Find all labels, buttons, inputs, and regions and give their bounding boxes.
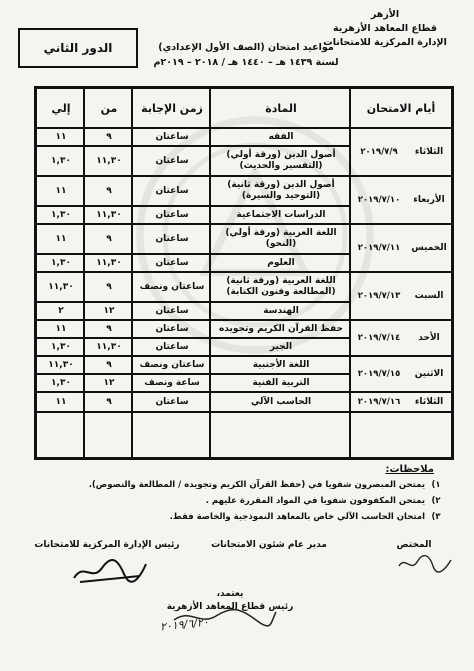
duration-cell: ساعة ونصف [144, 377, 200, 388]
subject-cell: أصول الدين (ورقة ثانية) (التوحيد والسيرة) [227, 180, 335, 201]
specialist-signature [395, 552, 455, 574]
subject-cell: الفقه [268, 131, 294, 142]
from-cell: ١٢ [103, 377, 115, 388]
org-line-3: الإدارة المركزية للامتحانات [323, 37, 447, 48]
note-number: ٢) [431, 496, 441, 506]
to-cell: ١,٣٠ [51, 377, 71, 388]
to-cell: ١١,٣٠ [48, 359, 74, 370]
to-cell: ١,٣٠ [51, 341, 71, 352]
to-cell: ١١ [55, 323, 67, 334]
head-admin-title: رئيس الإدارة المركزية للامتحانات [34, 540, 180, 550]
from-cell: ١١,٣٠ [96, 209, 122, 220]
from-cell: ٩ [106, 323, 112, 334]
day-name: الأربعاء [413, 194, 445, 205]
duration-cell: ساعتان [155, 341, 189, 352]
approve-label: يعتمد، [216, 589, 244, 599]
notes-title: ملاحظات: [385, 464, 434, 475]
duration-cell: ساعتان [155, 396, 189, 407]
subject-cell: اللغة العربية (ورقة ثانية) (المطالعة وفنون الكتابة) [226, 276, 336, 297]
from-cell: ١١,٣٠ [96, 257, 122, 268]
note-text: يمتحن المكفوفون شفويا في المواد المقررة عليهم . [205, 496, 426, 506]
note-text: يمتحن المبصرون شفويا في (حفظ القرآن الكريم وتجويده / المطالعة والنصوص). [88, 480, 426, 490]
duration-cell: ساعتان [155, 131, 189, 142]
subject-cell: اللغة العربية (ورقة أولي) (النحو) [225, 228, 337, 249]
specialist-title: المختص [396, 540, 432, 550]
header-to: إلي [51, 101, 71, 115]
day-cell [351, 129, 451, 177]
duration-cell: ساعتان [155, 305, 189, 316]
to-cell: ١١ [55, 185, 67, 196]
duration-cell: ساعتان ونصف [139, 359, 205, 370]
day-date: ٢٠١٩/٧/١١ [357, 242, 401, 253]
to-cell: ١١,٣٠ [48, 281, 74, 292]
schedule-table [34, 86, 454, 460]
header-duration: زمن الإجابة [141, 101, 203, 115]
to-cell: ١,٣٠ [51, 155, 71, 166]
duration-cell: ساعتان [155, 185, 189, 196]
subject-cell: اللغة الأجنبية [252, 359, 310, 370]
note-number: ٣) [431, 512, 441, 522]
from-cell: ٩ [106, 233, 112, 244]
note-item [24, 480, 444, 490]
column-divider [131, 89, 133, 457]
subject-cell: أصول الدين (ورقة أولي) (التفسير والحديث) [226, 150, 336, 171]
day-cell [351, 321, 451, 357]
to-cell: ١١ [55, 131, 67, 142]
day-name: الثلاثاء [414, 146, 444, 157]
day-cell [351, 357, 451, 393]
duration-cell: ساعتان ونصف [139, 281, 205, 292]
subject-cell: الدراسات الاجتماعية [236, 209, 326, 220]
to-cell: ١١ [55, 396, 67, 407]
title-line-2: لسنة ١٤٣٩ هـ – ١٤٤٠ هـ / ٢٠١٨ – ٢٠١٩م [153, 57, 339, 68]
org-line-1: الأزهر [370, 9, 400, 20]
schedule-title [140, 40, 352, 70]
header-subject: المادة [265, 101, 297, 115]
from-cell: ٩ [106, 359, 112, 370]
day-cell [351, 225, 451, 273]
duration-cell: ساعتان [155, 233, 189, 244]
column-divider [209, 89, 211, 457]
to-cell: ١,٣٠ [51, 209, 71, 220]
subject-cell: الحاسب الآلي [250, 396, 312, 407]
subject-cell: حفظ القرآن الكريم وتجويده [218, 323, 344, 334]
from-cell: ٩ [106, 396, 112, 407]
day-date: ٢٠١٩/٧/١٠ [357, 194, 401, 205]
duration-cell: ساعتان [155, 209, 189, 220]
org-line-2: قطاع المعاهد الأزهرية [333, 23, 437, 34]
subject-cell: العلوم [267, 257, 295, 268]
note-number: ١) [431, 480, 441, 490]
title-line-1: مواعيد امتحان (الصف الأول الإعدادي) [158, 42, 334, 53]
round-badge: الدور الثاني [18, 28, 138, 68]
from-cell: ٩ [106, 281, 112, 292]
to-cell: ٢ [58, 305, 64, 316]
note-item [24, 496, 444, 506]
table-header-row [37, 89, 451, 129]
day-name: الثلاثاء [414, 396, 444, 407]
day-name: الاثنين [414, 368, 444, 379]
duration-cell: ساعتان [155, 155, 189, 166]
day-cell [351, 273, 451, 321]
subject-cell: الجبر [269, 341, 293, 352]
header-day: أيام الامتحان [366, 101, 436, 115]
from-cell: ٩ [106, 185, 112, 196]
from-cell: ١٢ [103, 305, 115, 316]
approver-title: رئيس قطاع المعاهد الأزهرية [166, 602, 294, 612]
column-divider [83, 89, 85, 457]
head-admin-signature [70, 556, 150, 586]
day-date: ٢٠١٩/٧/١٣ [357, 290, 401, 301]
subject-cell: الهندسة [263, 305, 299, 316]
header-from: من [100, 101, 118, 115]
note-item [24, 512, 444, 522]
duration-cell: ساعتان [155, 323, 189, 334]
day-date: ٢٠١٩/٧/١٦ [357, 396, 401, 407]
director-title: مدير عام شئون الامتحانات [211, 540, 327, 550]
day-date: ٢٠١٩/٧/١٥ [357, 368, 401, 379]
to-cell: ١١ [55, 233, 67, 244]
column-divider [349, 89, 351, 457]
day-cell [351, 177, 451, 225]
day-date: ٢٠١٩/٧/١٤ [357, 332, 401, 343]
duration-cell: ساعتان [155, 257, 189, 268]
from-cell: ١١,٣٠ [96, 155, 122, 166]
day-name: الخميس [411, 242, 447, 253]
day-name: الأحد [418, 332, 440, 343]
subject-cell: التربية الفنية [252, 377, 310, 388]
day-name: السبت [414, 290, 444, 301]
from-cell: ٩ [106, 131, 112, 142]
note-text: امتحان الحاسب الآلي خاص بالمعاهد النموذجية والخاصة فقط. [169, 512, 426, 522]
day-date: ٢٠١٩/٧/٩ [360, 146, 398, 157]
handwritten-date: ٢٠١٩/٦/٢٠ [159, 615, 210, 634]
to-cell: ١,٣٠ [51, 257, 71, 268]
day-cell [351, 393, 451, 413]
from-cell: ١١,٣٠ [96, 341, 122, 352]
